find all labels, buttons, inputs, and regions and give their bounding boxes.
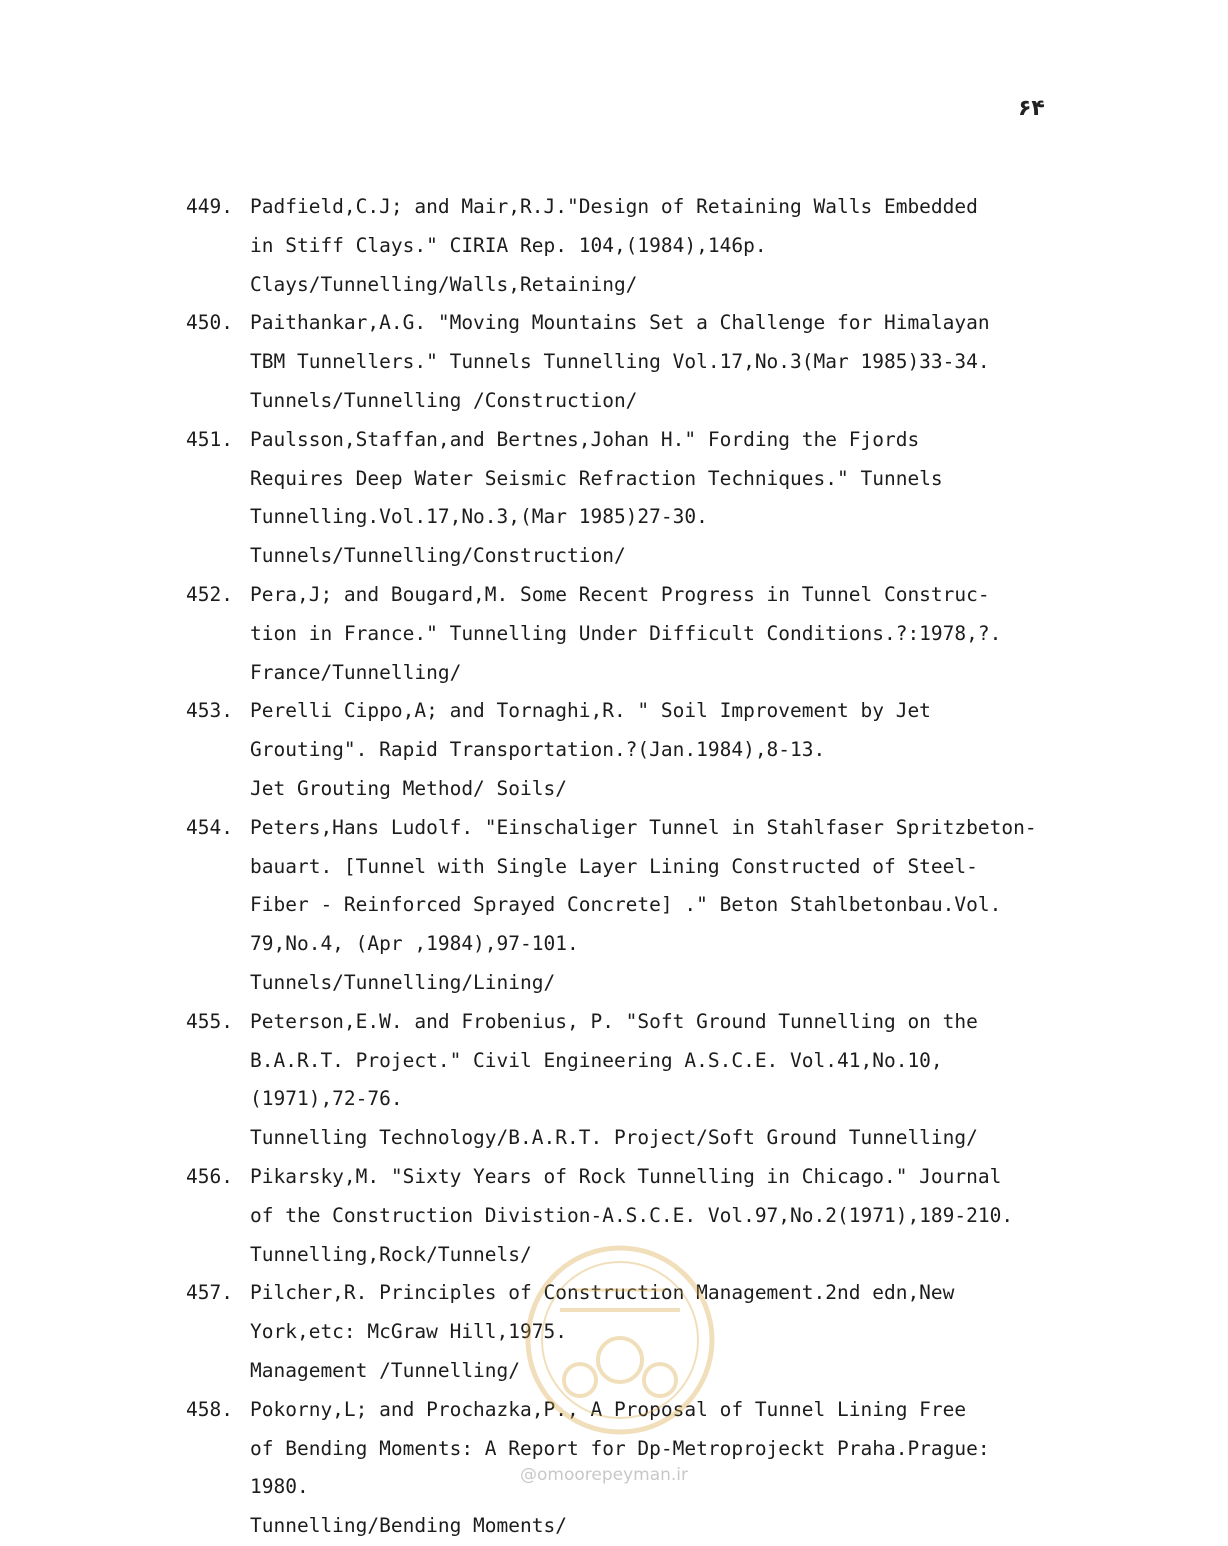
reference-number: 455. <box>186 1009 233 1033</box>
reference-line: Tunnelling.Vol.17,No.3,(Mar 1985)27-30. <box>250 505 708 529</box>
reference-line: of Bending Moments: A Report for Dp-Metroprojeckt Praha.Prague: <box>250 1436 990 1460</box>
reference-line: Peters,Hans Ludolf. "Einschaliger Tunnel in Stahlfaser Spritzbeton- <box>250 815 1037 839</box>
reference-number: 449. <box>186 195 233 218</box>
reference-line: Padfield,C.J; and Mair,R.J."Design of Retaining Walls Embedded <box>250 195 978 218</box>
reference-line: Paulsson,Staffan,and Bertnes,Johan H." Fording the Fjords <box>250 427 920 451</box>
reference-line: 1980. <box>250 1475 309 1499</box>
reference-line: Requires Deep Water Seismic Refraction Techniques." Tunnels <box>250 466 943 490</box>
reference-line: Peterson,E.W. and Frobenius, P. "Soft Ground Tunnelling on the <box>250 1009 978 1033</box>
watermark-text: @omoorepeyman.ir <box>520 1465 689 1485</box>
reference-entry <box>0 692 1228 808</box>
reference-entry <box>0 576 1228 692</box>
reference-line: France/Tunnelling/ <box>250 660 462 684</box>
reference-entry <box>0 1274 1228 1390</box>
reference-number: 457. <box>186 1281 233 1305</box>
reference-line: Paithankar,A.G. "Moving Mountains Set a Challenge for Himalayan <box>250 311 990 335</box>
reference-entry <box>0 1003 1228 1158</box>
reference-line: Pikarsky,M. "Sixty Years of Rock Tunnelling in Chicago." Journal <box>250 1164 1002 1188</box>
reference-line: B.A.R.T. Project." Civil Engineering A.S.C.E. Vol.41,No.10, <box>250 1048 943 1072</box>
reference-line: Pilcher,R. Principles of Construction Management.2nd edn,New <box>250 1281 955 1305</box>
reference-line: Management /Tunnelling/ <box>250 1358 521 1382</box>
reference-entry <box>0 1158 1228 1274</box>
reference-line: (1971),72-76. <box>250 1087 403 1111</box>
reference-line: in Stiff Clays." CIRIA Rep. 104,(1984),146p. <box>250 233 767 257</box>
reference-number: 451. <box>186 427 233 451</box>
reference-number: 450. <box>186 311 233 335</box>
reference-entry <box>0 809 1228 1003</box>
reference-line: Tunnels/Tunnelling /Construction/ <box>250 388 638 412</box>
reference-entry <box>0 304 1228 420</box>
reference-number: 454. <box>186 815 233 839</box>
reference-line: Fiber - Reinforced Sprayed Concrete] ." Beton Stahlbetonbau.Vol. <box>250 893 1002 917</box>
reference-line: Perelli Cippo,A; and Tornaghi,R. " Soil Improvement by Jet <box>250 699 931 723</box>
reference-line: of the Construction Divistion-A.S.C.E. Vol.97,No.2(1971),189-210. <box>250 1203 1014 1227</box>
reference-line: Grouting". Rapid Transportation.?(Jan.1984),8-13. <box>250 738 826 762</box>
reference-number: 458. <box>186 1397 233 1421</box>
reference-line: tion in France." Tunnelling Under Difficult Conditions.?:1978,?. <box>250 621 1002 645</box>
reference-line: Tunnelling Technology/B.A.R.T. Project/Soft Ground Tunnelling/ <box>250 1126 978 1150</box>
reference-entry <box>0 421 1228 576</box>
reference-line: Pokorny,L; and Prochazka,P., A Proposal of Tunnel Lining Free <box>250 1397 967 1421</box>
reference-number: 452. <box>186 582 233 606</box>
reference-line: TBM Tunnellers." Tunnels Tunnelling Vol.17,No.3(Mar 1985)33-34. <box>250 350 990 374</box>
reference-entry <box>0 188 1228 304</box>
reference-line: bauart. [Tunnel with Single Layer Lining Constructed of Steel- <box>250 854 978 878</box>
reference-list <box>0 188 1228 1546</box>
page-number: ۶۴ <box>1018 96 1045 121</box>
reference-line: Pera,J; and Bougard,M. Some Recent Progress in Tunnel Construc- <box>250 582 990 606</box>
reference-line: 79,No.4, (Apr ,1984),97-101. <box>250 932 579 956</box>
reference-number: 456. <box>186 1164 233 1188</box>
reference-line: York,etc: McGraw Hill,1975. <box>250 1320 567 1344</box>
reference-number: 453. <box>186 699 233 723</box>
reference-line: Jet Grouting Method/ Soils/ <box>250 776 567 800</box>
reference-line: Tunnelling/Bending Moments/ <box>250 1514 567 1538</box>
reference-line: Tunnels/Tunnelling/Construction/ <box>250 544 626 568</box>
reference-line: Tunnelling,Rock/Tunnels/ <box>250 1242 532 1266</box>
reference-line: Tunnels/Tunnelling/Lining/ <box>250 970 556 994</box>
reference-line: Clays/Tunnelling/Walls,Retaining/ <box>250 272 638 296</box>
